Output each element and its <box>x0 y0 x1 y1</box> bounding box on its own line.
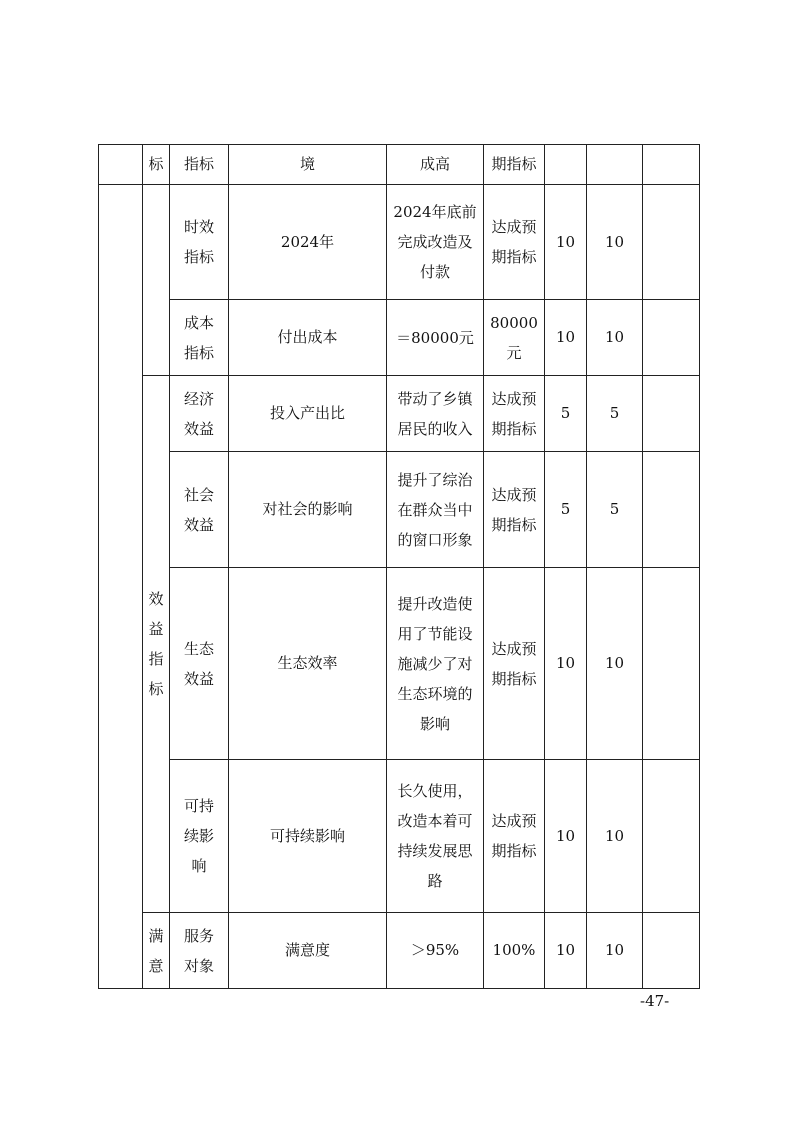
weight-cell: 5 <box>545 452 587 568</box>
note-cell <box>643 568 700 760</box>
blank-cell <box>99 185 143 989</box>
level2-cell-line: 效益 <box>183 669 214 688</box>
indicator-cell: 对社会的影响 <box>229 452 387 568</box>
weight-cell: 5 <box>545 376 587 452</box>
target-cell-line: 2024年底前 <box>393 203 477 221</box>
indicator-cell: 生态效率 <box>229 568 387 760</box>
note-cell <box>643 452 700 568</box>
level2-cell <box>170 376 229 452</box>
table-row <box>99 145 700 185</box>
level2-cell <box>170 760 229 913</box>
table-row <box>99 185 700 300</box>
level2-cell-line: 响 <box>191 857 207 875</box>
note-cell <box>643 913 700 989</box>
target-cell-line: 施减少了对 <box>397 654 473 673</box>
level2-cell-line: 指标 <box>183 343 214 362</box>
actual-cell <box>484 300 545 376</box>
actual-cell <box>484 452 545 568</box>
satisfaction-label-line: 满 <box>148 926 164 945</box>
weight-cell: 10 <box>545 913 587 989</box>
level1-cell <box>143 185 170 376</box>
target-cell-line: 生态环境的 <box>397 684 473 703</box>
indicator-cell: 境 <box>229 145 387 185</box>
note-cell <box>643 376 700 452</box>
table-row <box>99 300 700 376</box>
level2-cell-line: 效益 <box>183 419 214 438</box>
target-cell <box>387 300 484 376</box>
weight-cell: 10 <box>545 760 587 913</box>
actual-cell <box>484 760 545 913</box>
actual-cell-line: 达成预 <box>491 639 537 658</box>
actual-cell <box>484 568 545 760</box>
note-cell <box>643 760 700 913</box>
target-cell-line: 持续发展思 <box>397 842 473 860</box>
actual-cell-line: 80000 <box>490 313 538 332</box>
target-cell-line: 用了节能设 <box>397 624 473 643</box>
level2-cell-line: 服务 <box>183 926 214 945</box>
weight-cell <box>545 145 587 185</box>
target-cell-line: 长久使用， <box>397 782 473 800</box>
score-cell: 10 <box>587 300 643 376</box>
blank-cell <box>99 145 143 185</box>
table-row <box>99 913 700 989</box>
actual-cell-line: 期指标 <box>491 842 537 860</box>
indicator-cell: 付出成本 <box>229 300 387 376</box>
level1-cell: 标 <box>143 145 170 185</box>
level2-cell-line: 续影 <box>183 827 214 845</box>
level2-cell-line: 经济 <box>183 389 214 408</box>
level2-cell-line: 时效 <box>183 218 214 236</box>
weight-cell: 10 <box>545 568 587 760</box>
indicator-cell: 2024年 <box>229 185 387 300</box>
level2-cell: 指标 <box>170 145 229 185</box>
level2-cell <box>170 913 229 989</box>
actual-cell-line: 期指标 <box>491 515 537 534</box>
target-cell-line: 提升了综治 <box>397 470 473 489</box>
level2-cell-line: 效益 <box>183 515 214 534</box>
actual-cell-line: 期指标 <box>491 248 537 266</box>
actual-cell: 期指标 <box>484 145 545 185</box>
target-cell-line: 路 <box>427 872 443 890</box>
table-row <box>99 760 700 913</box>
actual-cell <box>484 376 545 452</box>
performance-indicator-table <box>98 144 700 989</box>
actual-cell-line: 元 <box>506 343 522 362</box>
target-cell-line: 居民的收入 <box>397 419 473 438</box>
indicator-cell: 满意度 <box>229 913 387 989</box>
level2-cell-line: 社会 <box>183 485 214 504</box>
level2-cell-line: 可持 <box>183 797 214 815</box>
actual-cell-line: 期指标 <box>491 669 537 688</box>
benefit-indicator-label-line: 效 <box>148 590 164 608</box>
table-row <box>99 452 700 568</box>
target-cell: 成高 <box>387 145 484 185</box>
target-cell-line: 影响 <box>419 714 450 733</box>
level2-cell <box>170 568 229 760</box>
score-cell: 5 <box>587 376 643 452</box>
target-cell <box>387 185 484 300</box>
weight-cell: 10 <box>545 300 587 376</box>
target-cell <box>387 452 484 568</box>
actual-cell-line: 期指标 <box>491 419 537 438</box>
target-cell-line: 完成改造及 <box>397 233 473 251</box>
target-cell: ＞95% <box>387 913 484 989</box>
actual-cell-line: 达成预 <box>491 485 537 504</box>
weight-cell: 10 <box>545 185 587 300</box>
actual-cell <box>484 185 545 300</box>
score-cell: 10 <box>587 760 643 913</box>
level2-cell <box>170 185 229 300</box>
level2-cell <box>170 452 229 568</box>
target-cell <box>387 568 484 760</box>
satisfaction-label <box>143 913 170 989</box>
actual-cell-line: 达成预 <box>491 218 537 236</box>
target-cell <box>387 760 484 913</box>
level2-cell <box>170 300 229 376</box>
actual-cell: 100% <box>484 913 545 989</box>
score-cell: 10 <box>587 913 643 989</box>
note-cell <box>643 145 700 185</box>
target-cell-line: ＝80000元 <box>396 328 474 347</box>
target-cell-line: 带动了乡镇 <box>397 389 473 408</box>
benefit-indicator-label <box>143 376 170 913</box>
level2-cell-line: 生态 <box>183 639 214 658</box>
level2-cell-line: 指标 <box>183 248 214 266</box>
target-cell <box>387 376 484 452</box>
table-row <box>99 568 700 760</box>
benefit-indicator-label-line: 标 <box>148 680 164 698</box>
target-cell-line: 付款 <box>419 263 450 281</box>
note-cell <box>643 185 700 300</box>
benefit-indicator-label-line: 指 <box>148 650 164 668</box>
table-row <box>99 376 700 452</box>
target-cell-line: 在群众当中 <box>397 500 473 519</box>
indicator-cell: 可持续影响 <box>229 760 387 913</box>
benefit-indicator-label-line: 益 <box>148 620 164 638</box>
target-cell-line: 提升改造使 <box>397 594 473 613</box>
level2-cell-line: 成本 <box>183 313 214 332</box>
note-cell <box>643 300 700 376</box>
satisfaction-label-line: 意 <box>148 956 164 975</box>
actual-cell-line: 达成预 <box>491 812 537 830</box>
level2-cell-line: 对象 <box>183 956 214 975</box>
score-cell <box>587 145 643 185</box>
score-cell: 10 <box>587 568 643 760</box>
page-number: -47- <box>640 992 670 1010</box>
score-cell: 10 <box>587 185 643 300</box>
target-cell-line: 的窗口形象 <box>397 530 473 549</box>
actual-cell-line: 达成预 <box>491 389 537 408</box>
score-cell: 5 <box>587 452 643 568</box>
indicator-cell: 投入产出比 <box>229 376 387 452</box>
target-cell-line: 改造本着可 <box>397 812 473 830</box>
